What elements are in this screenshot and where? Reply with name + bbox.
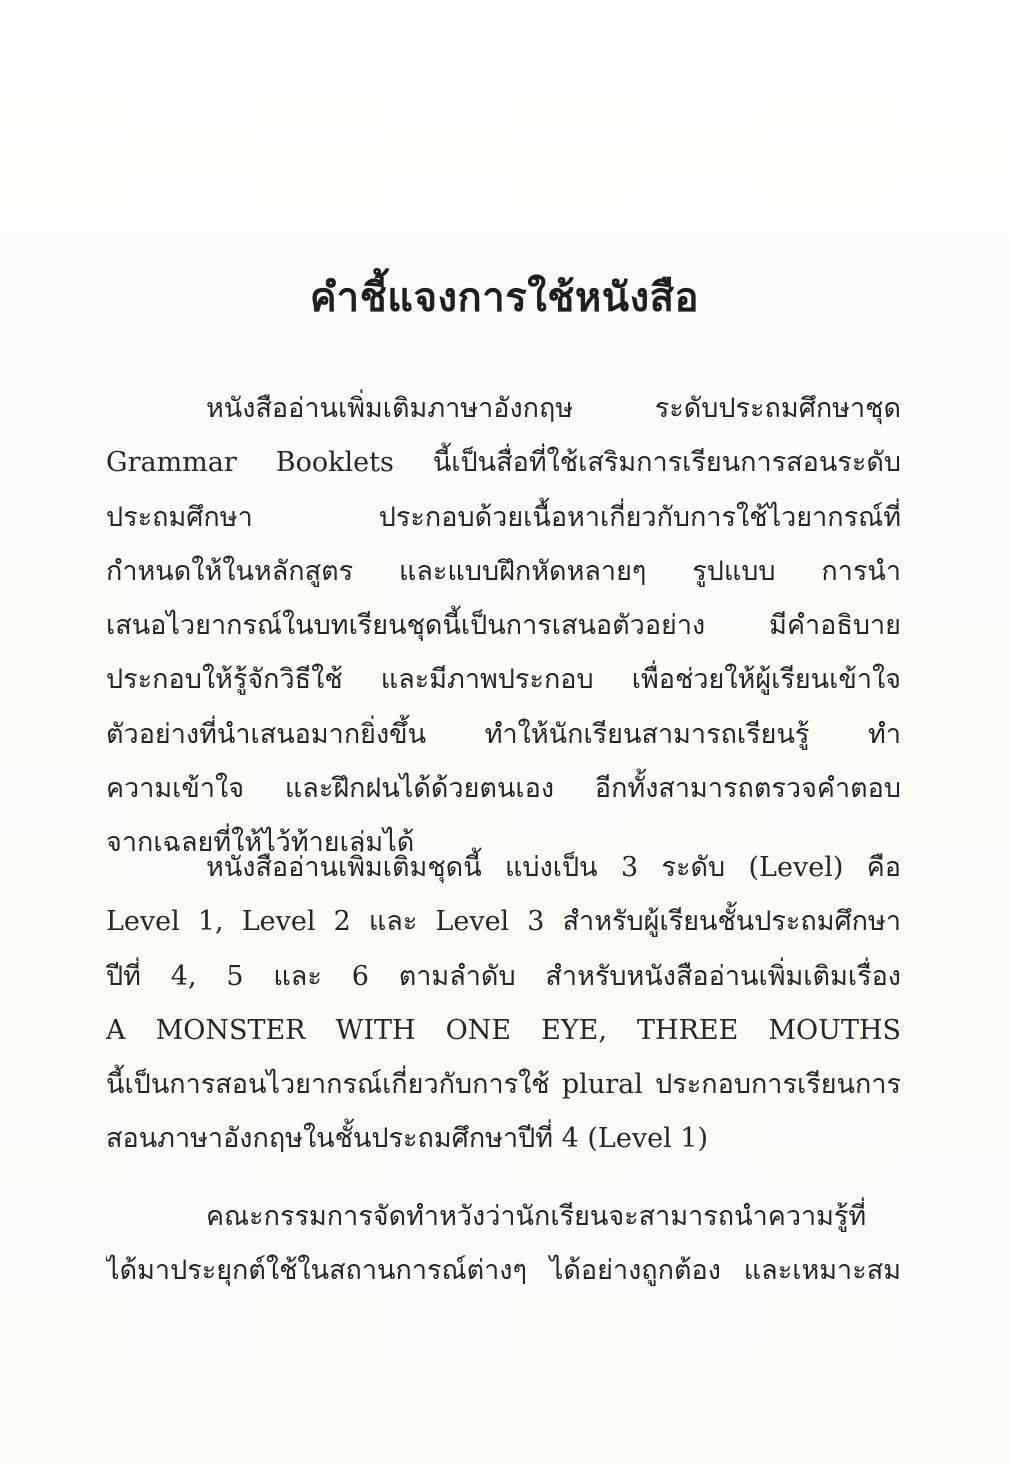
paragraph-line: คณะกรรมการจัดทำหวังว่านักเรียนจะสามารถนำความรู้ที่ [206,1201,867,1232]
paragraph-line: หนังสืออ่านเพิ่มเติมชุดนี้ แบ่งเป็น 3 ระดับ (Level) คือ [206,852,901,883]
paragraph-line: จากเฉลยที่ให้ไว้ท้ายเล่มได้ [106,827,415,859]
paragraph-line: ประถมศึกษา ประกอบด้วยเนื้อหาเกี่ยวกับการใช้ไวยากรณ์ที่ [106,501,901,533]
book-title-line: A MONSTER WITH ONE EYE, THREE MOUTHS [106,1014,901,1046]
paragraph-line: Grammar Booklets นี้เป็นสื่อที่ใช้เสริมการเรียนการสอนระดับ [106,447,901,479]
paragraph-levels [106,841,901,1167]
page-title: คำชี้แจงการใช้หนังสือ [309,275,700,321]
paragraph-closing [106,1190,901,1299]
paragraph-line: ตัวอย่างที่นำเสนอมากยิ่งขึ้น ทำให้นักเรียนสามารถเรียนรู้ ทำ [106,718,901,750]
paragraph-line: สอนภาษาอังกฤษในชั้นประถมศึกษาปีที่ 4 (Level 1) [106,1123,709,1155]
paragraph-line: นี้เป็นการสอนไวยากรณ์เกี่ยวกับการใช้ plural ประกอบการเรียนการ [106,1069,901,1101]
paragraph-intro [106,382,901,871]
paragraph-line: ประกอบให้รู้จักวิธีใช้ และมีภาพประกอบ เพื่อช่วยให้ผู้เรียนเข้าใจ [106,664,901,696]
paragraph-line: เสนอไวยากรณ์ในบทเรียนชุดนี้เป็นการเสนอตัวอย่าง มีคำอธิบาย [106,610,901,642]
paragraph-line: ปีที่ 4, 5 และ 6 ตามลำดับ สำหรับหนังสืออ่านเพิ่มเติมเรื่อง [106,960,901,992]
paragraph-line: ได้มาประยุกต์ใช้ในสถานการณ์ต่างๆ ได้อย่างถูกต้อง และเหมาะสม [106,1255,901,1287]
paragraph-line: กำหนดให้ในหลักสูตร และแบบฝึกหัดหลายๆ รูปแบบ การนำ [106,555,901,587]
paragraph-line: Level 1, Level 2 และ Level 3 สำหรับผู้เรียนชั้นประถมศึกษา [106,906,901,938]
paragraph-line: ความเข้าใจ และฝึกฝนได้ด้วยตนเอง อีกทั้งสามารถตรวจคำตอบ [106,773,901,805]
paragraph-line: หนังสืออ่านเพิ่มเติมภาษาอังกฤษ ระดับประถมศึกษาชุด [206,393,901,424]
